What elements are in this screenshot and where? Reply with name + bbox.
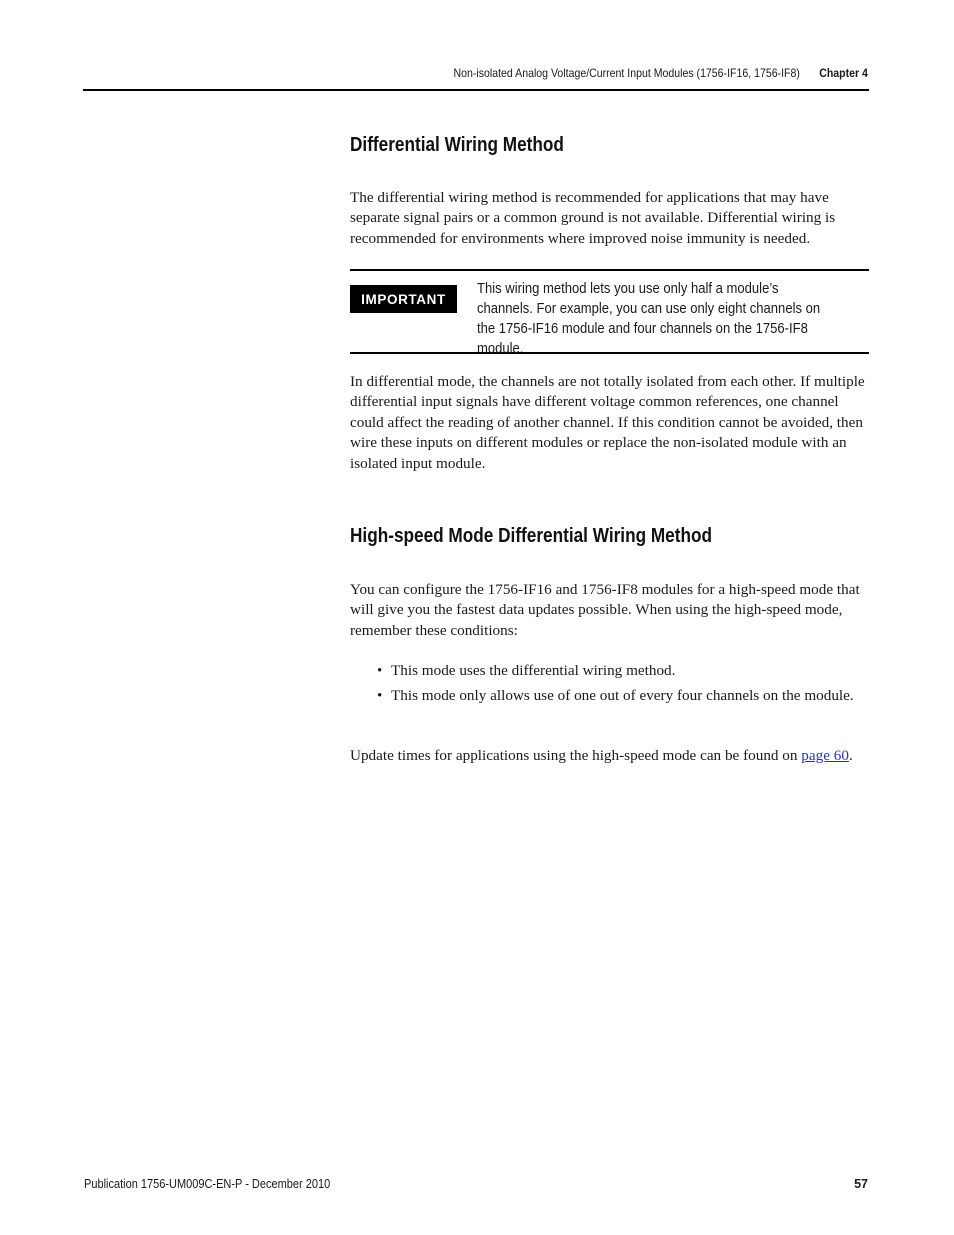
list-item: • This mode uses the differential wiring method. (350, 661, 869, 681)
list-item: • This mode only allows use of one out of every four channels on the module. (350, 686, 869, 706)
paragraph-text: You can configure the 1756-IF16 and 1756-IF8 modules for a high-speed mode that will give you the fastest data updates possible. When using the high-speed mode, remember these conditions: (350, 581, 860, 639)
important-text: This wiring method lets you use only half a module’s channels. For example, you can use only eight channels on the 1756-IF16 module and four channels on the 1756-IF8 module. (477, 281, 821, 357)
running-header (454, 66, 868, 80)
paragraph (350, 746, 869, 766)
page-number: 57 (854, 1177, 868, 1191)
bullet-icon: • (377, 687, 383, 705)
bullet-icon: • (377, 662, 383, 679)
section-heading-differential (350, 134, 869, 157)
paragraph (350, 372, 869, 474)
section-heading-high-speed (350, 525, 869, 548)
header-rule (83, 89, 869, 91)
paragraph-text: The differential wiring method is recommended for applications that may have separate signal pairs or a common ground is not available. Differential wiring is recommended for environments where improved noise immunity is needed. (350, 189, 836, 247)
important-callout (350, 269, 869, 357)
section-title: Differential Wiring Method (350, 134, 564, 156)
paragraph (350, 188, 869, 249)
page-link[interactable]: page 60 (801, 747, 849, 764)
paragraph (350, 580, 869, 641)
publication-footer: Publication 1756-UM009C-EN-P - December 2010 (84, 1177, 331, 1191)
paragraph-text: In differential mode, the channels are not totally isolated from each other. If multiple differential input signals have different voltage common references, one channel could affect the reading of another channel. If this condition cannot be avoided, then wire these inputs on different modules or replace the non-isolated module with an isolated input module. (350, 373, 865, 472)
section-title: High-speed Mode Differential Wiring Method (350, 525, 713, 547)
header-chapter: Chapter 4 (819, 66, 868, 80)
bullet-list (350, 661, 869, 712)
paragraph-text: Update times for applications using the high-speed mode can be found on page 60. (350, 747, 853, 764)
important-label: IMPORTANT (350, 285, 457, 313)
header-title: Non-isolated Analog Voltage/Current Input Modules (1756-IF16, 1756-IF8) (453, 66, 800, 80)
